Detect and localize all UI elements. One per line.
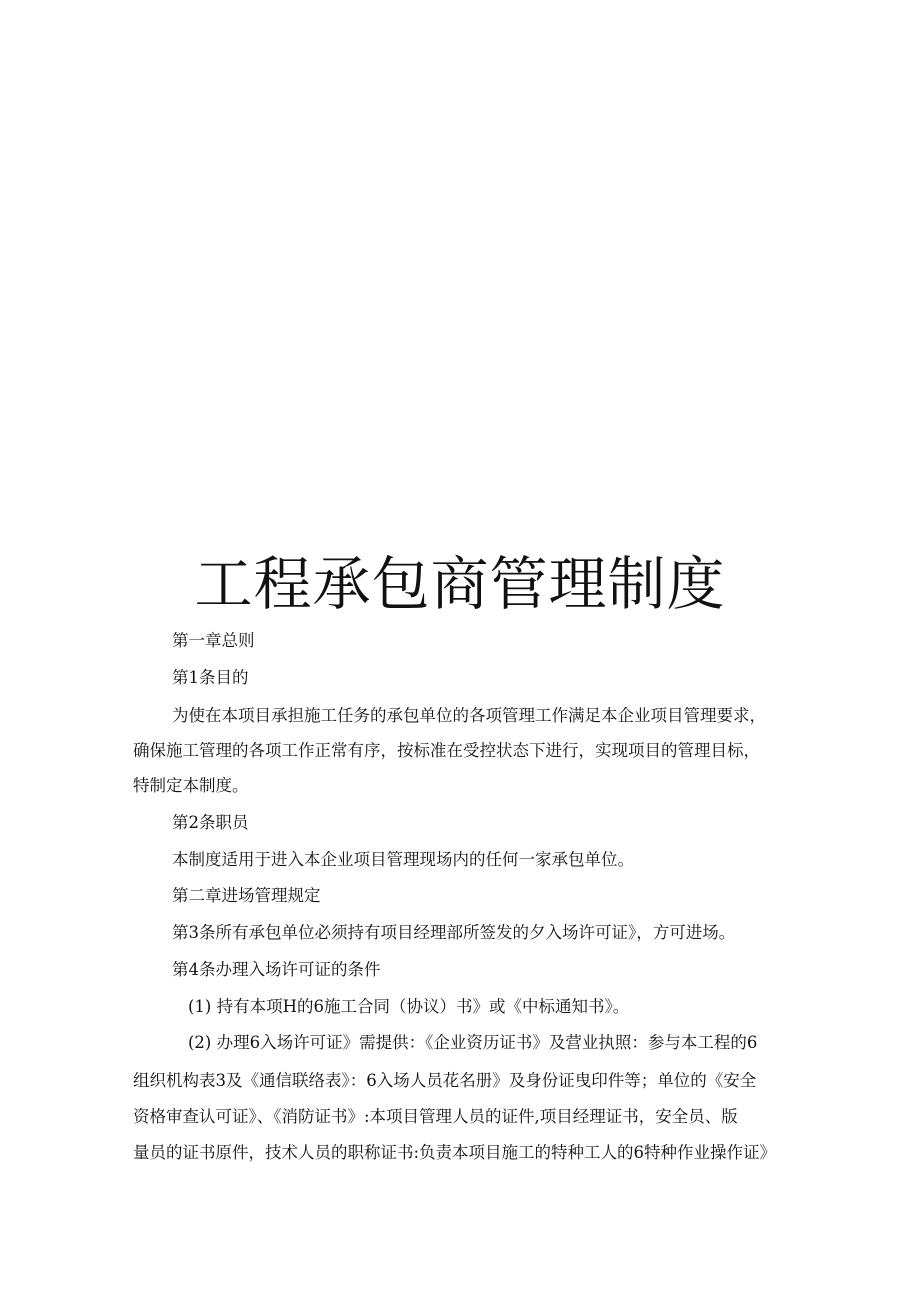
- paragraph-line: 组织机构表3及《通信联络表》：6入场人员花名册》及身份证曳印件等；单位的《安全: [133, 1071, 757, 1090]
- paragraph-line: 特制定本制度。: [133, 776, 249, 795]
- paragraph-line: 确保施工管理的各项工作正常有序，按标准在受控状态下进行，实现项目的管理目标，: [133, 741, 760, 760]
- paragraph-line: 本制度适用于进入本企业项目管理现场内的任何一家承包单位。: [172, 850, 634, 869]
- chapter-heading-2: 第二章进场管理规定: [172, 886, 321, 905]
- article-heading-3: 第3条所有承包单位必须持有项目经理部所签发的夕入场许可证》，方可进场。: [172, 923, 736, 942]
- paragraph-line: 为使在本项目承担施工任务的承包单位的各项管理工作满足本企业项目管理要求，: [172, 706, 766, 725]
- article-heading-4: 第4条办理入场许可证的条件: [172, 960, 381, 979]
- list-item-1: (1) 持有本项H的6施工合同（协议）书》或《中标通知书》。: [188, 997, 630, 1016]
- article-heading-2: 第2条职员: [172, 813, 249, 832]
- paragraph-line: 资格审查认可证》、《消防证书》:本项目管理人员的证件,项目经理证书，安全员、版: [133, 1107, 738, 1126]
- document-title: 工程承包商管理制度: [194, 550, 726, 618]
- list-item-2: (2) 办理6入场许可证》需提供：《企业资历证书》及营业执照：参与本工程的6: [188, 1033, 758, 1052]
- article-heading-1: 第1条目的: [172, 668, 249, 687]
- paragraph-line: 量员的证书原件，技术人员的职称证书:负责本项目施工的特种工人的6特种作业操作证》: [133, 1143, 777, 1162]
- chapter-heading-1: 第一章总则: [172, 631, 255, 650]
